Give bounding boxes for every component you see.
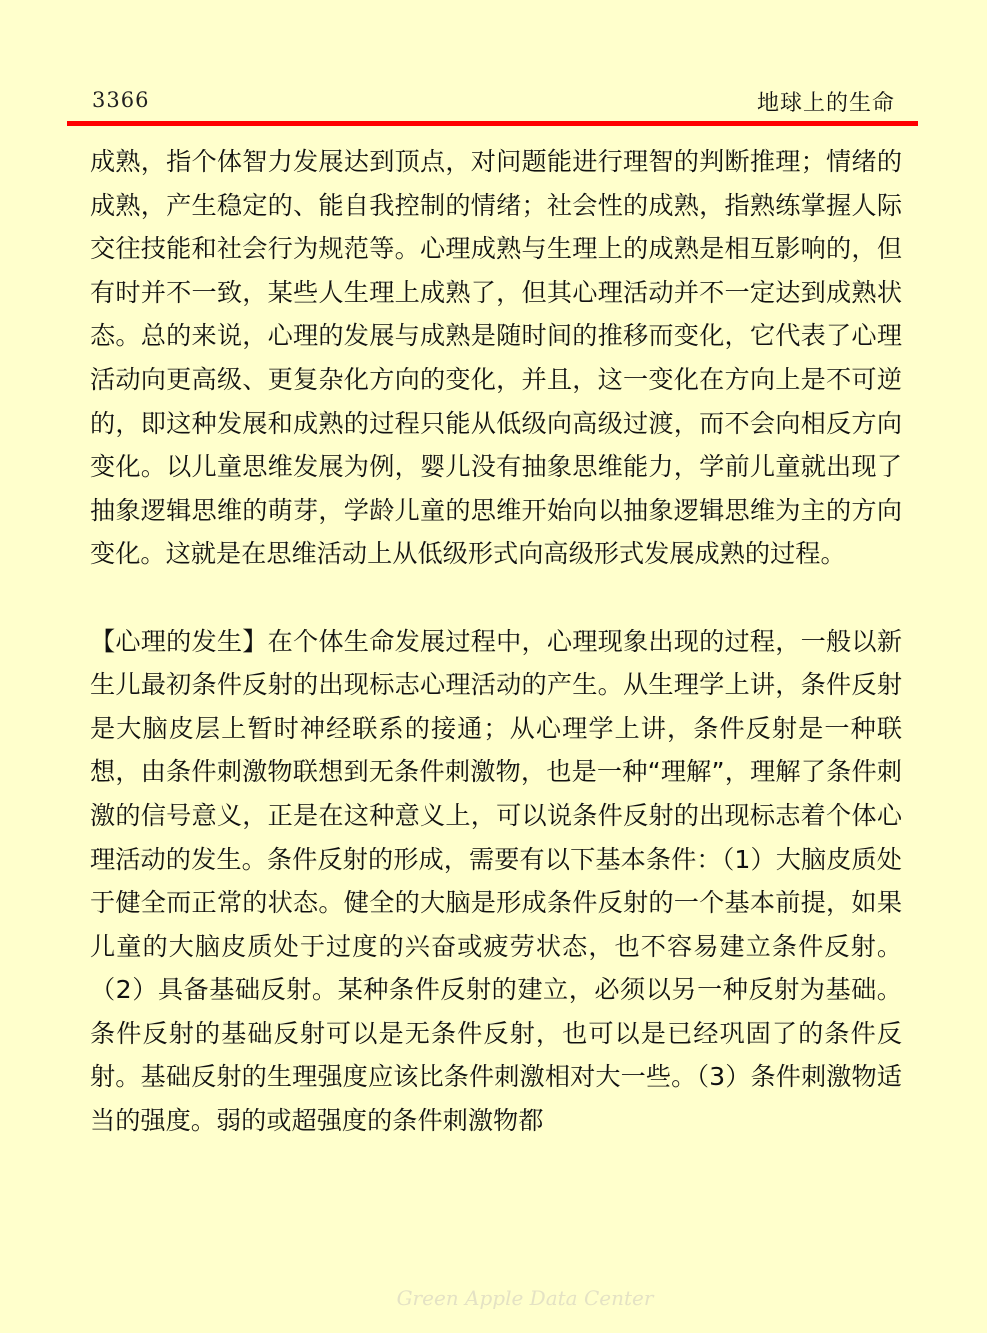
paragraph-gap bbox=[90, 576, 902, 620]
watermark: Green Apple Data Center bbox=[396, 1286, 654, 1310]
running-title: 地球上的生命 bbox=[756, 91, 895, 116]
paragraph: 【心理的发生】在个体生命发展过程中，心理现象出现的过程，一般以新生儿最初条件反射的出现标志心理活动的产生。从生理学上讲，条件反射是大脑皮层上暂时神经联系的接通；从心理学上讲，条件反射是一种联想，由条件刺激物联想到无条件刺激物，也是一种“理解”，理解了条件刺激的信号意义，正是在这种意义上，可以说条件反射的出现标志着个体心理活动的发生。条件反射的形成，需要有以下基本条件：（1）大脑皮质处于健全而正常的状态。健全的大脑是形成条件反射的一个基本前提，如果儿童的大脑皮质处于过度的兴奋或疲劳状态，也不容易建立条件反射。（2）具备基础反射。某种条件反射的建立，必须以另一种反射为基础。条件反射的基础反射可以是无条件反射，也可以是已经巩固了的条件反射。基础反射的生理强度应该比条件刺激相对大一些。（3）条件刺激物适当的强度。弱的或超强度的条件刺激物都 bbox=[90, 626, 902, 1136]
body-text bbox=[90, 140, 902, 1143]
page-number: 3366 bbox=[92, 88, 150, 112]
header-rule bbox=[67, 121, 918, 126]
page-header bbox=[0, 0, 987, 130]
paragraph: 成熟，指个体智力发展达到顶点，对问题能进行理智的判断推理；情绪的成熟，产生稳定的、能自我控制的情绪；社会性的成熟，指熟练掌握人际交往技能和社会行为规范等。心理成熟与生理上的成熟是相互影响的，但有时并不一致，某些人生理上成熟了，但其心理活动并不一定达到成熟状态。总的来说，心理的发展与成熟是随时间的推移而变化，它代表了心理活动向更高级、更复杂化方向的变化，并且，这一变化在方向上是不可逆的，即这种发展和成熟的过程只能从低级向高级过渡，而不会向相反方向变化。以儿童思维发展为例，婴儿没有抽象思维能力，学前儿童就出现了抽象逻辑思维的萌芽，学龄儿童的思维开始向以抽象逻辑思维为主的方向变化。这就是在思维活动上从低级形式向高级形式发展成熟的过程。 bbox=[90, 147, 902, 569]
